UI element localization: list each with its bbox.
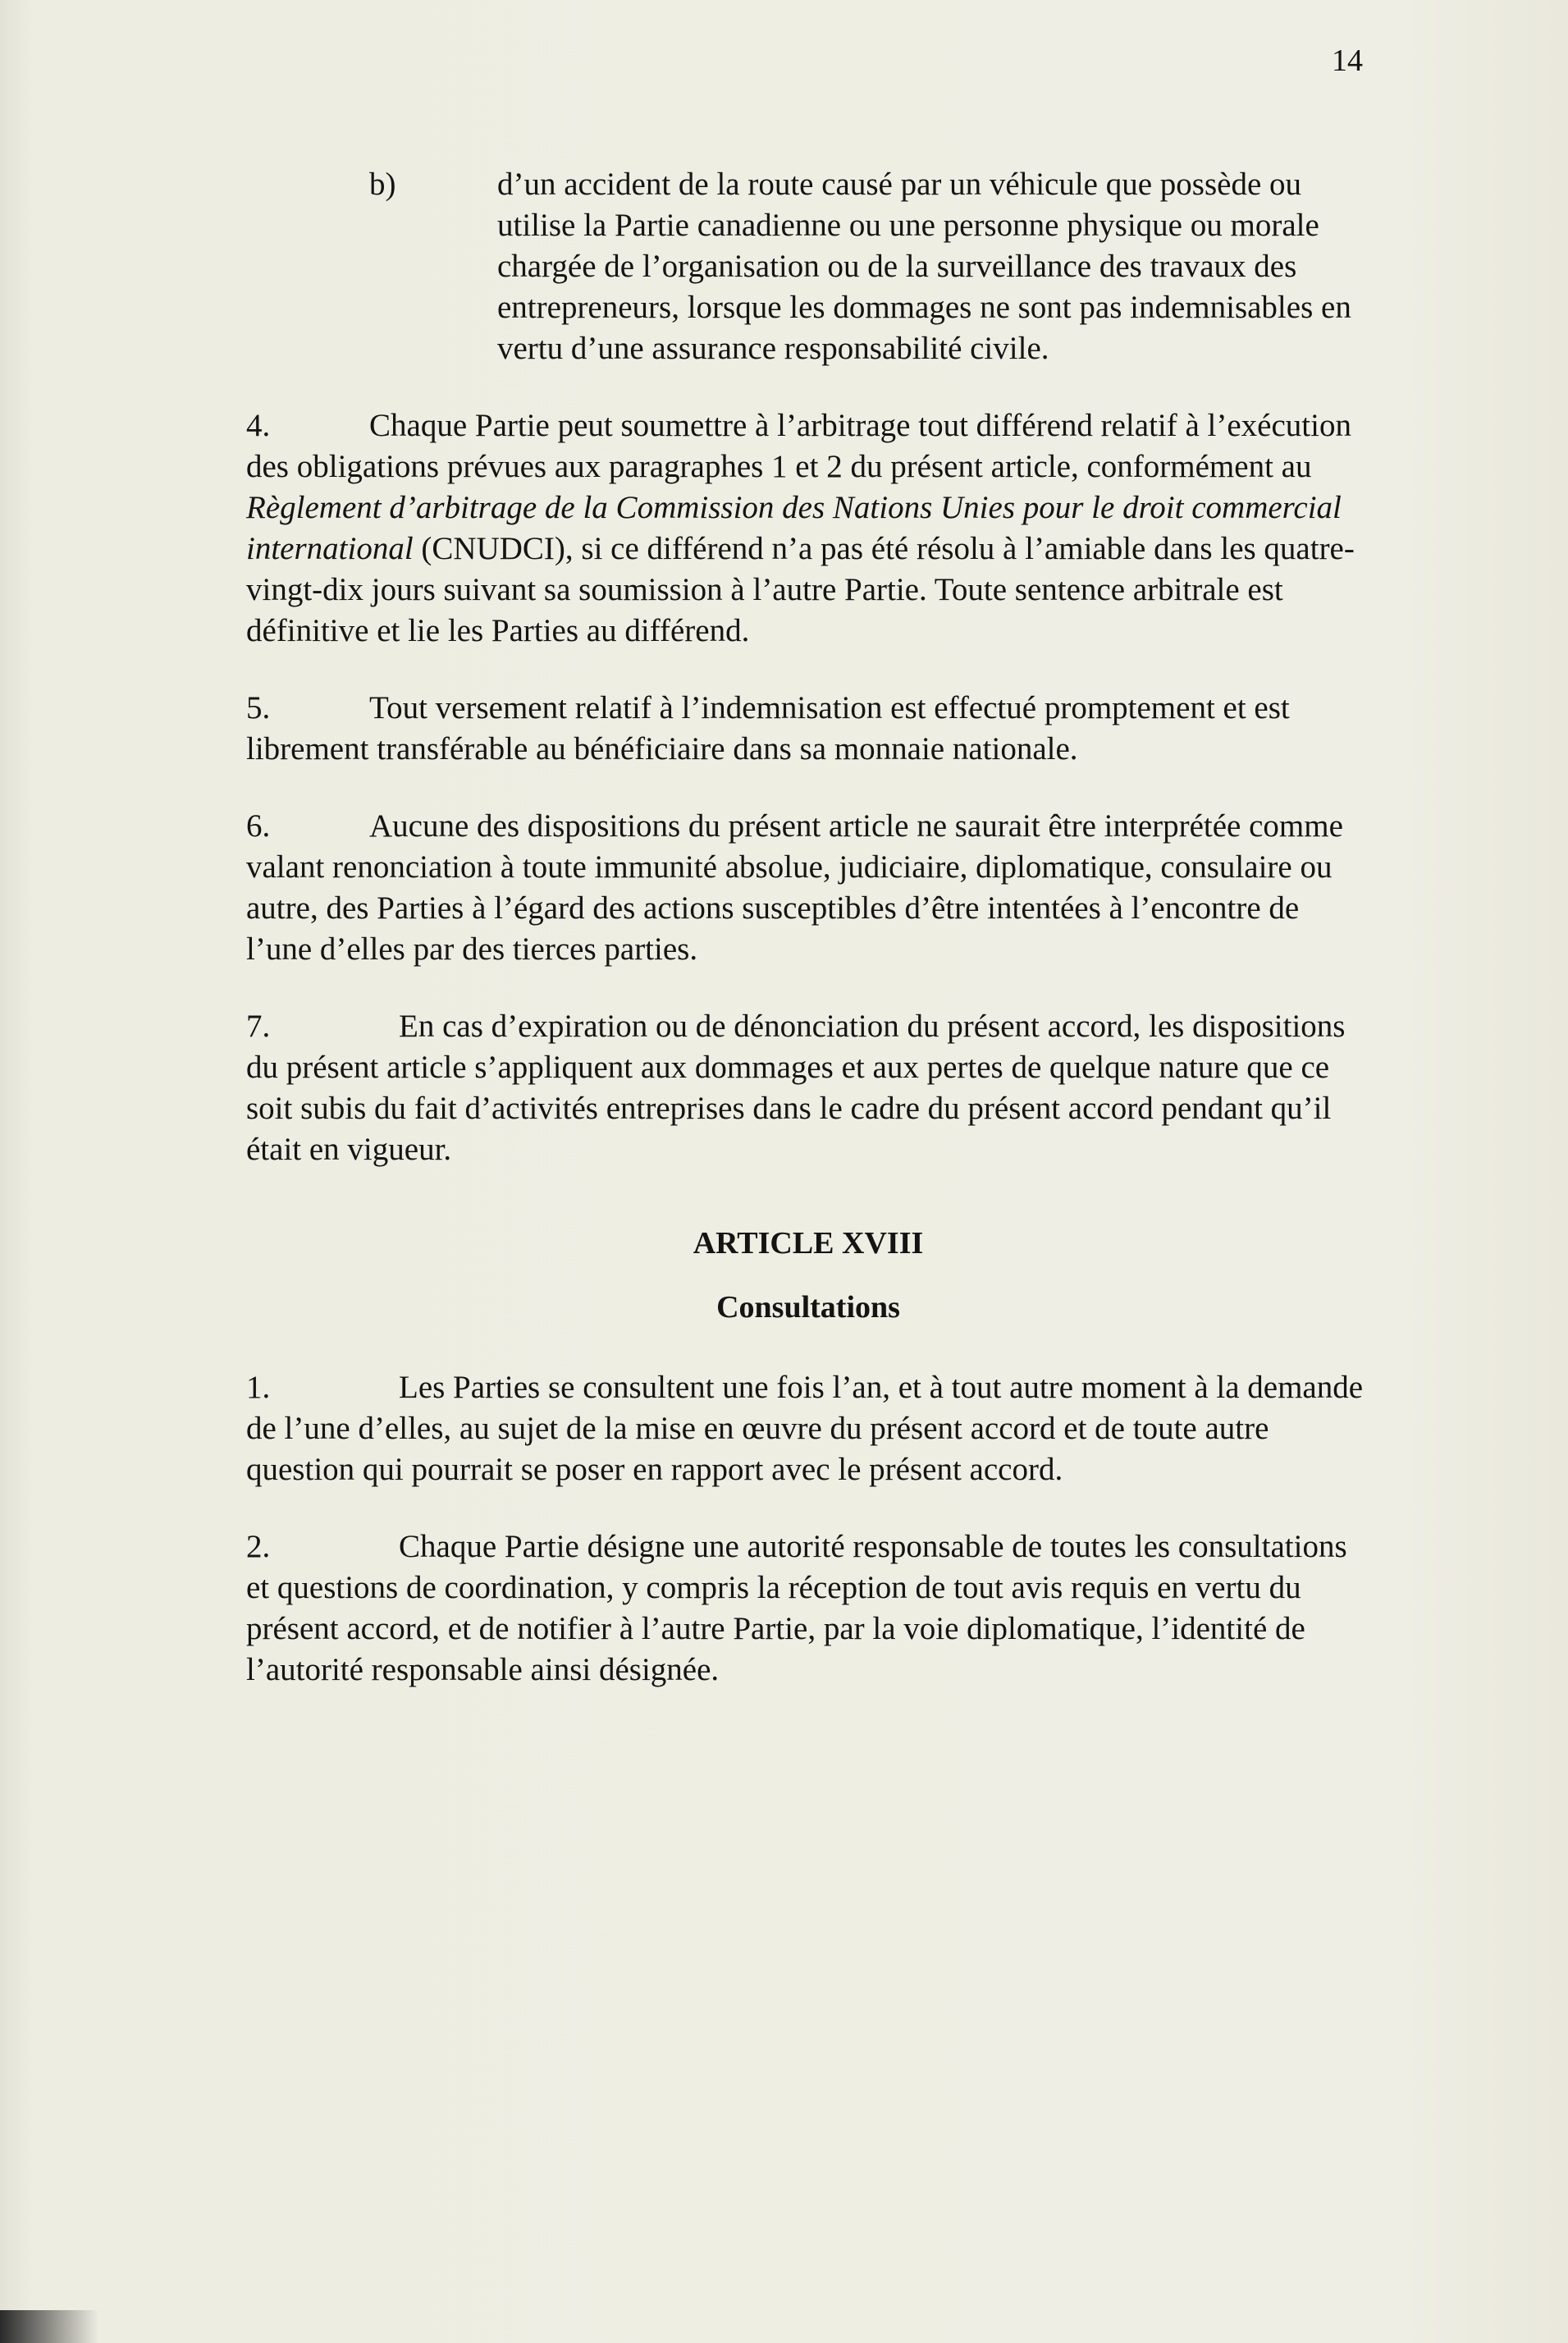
subparagraph-text: d’un accident de la route causé par un véhicule que possède ou utilise la Partie canadienne ou une personne physique ou morale chargée de l’organisation ou de la surveillance des travaux des entrepreneurs, lorsque les dommages ne sont pas indemnisables en vertu d’une assurance responsabilité civile.	[497, 167, 1351, 366]
paragraph-number: 6.	[246, 808, 271, 844]
subparagraph-b	[246, 164, 1370, 369]
paragraph-6	[246, 806, 1370, 970]
paragraph-number: 5.	[246, 690, 271, 725]
paragraph-7	[246, 1006, 1370, 1170]
paragraph-text-end: (CNUDCI), si ce différend n’a pas été résolu à l’amiable dans les quatre-vingt-dix jours suivant sa soumission à l’autre Partie. Toute sentence arbitrale est définitive et lie les Parties au différend.	[246, 531, 1355, 648]
binding-shadow	[0, 2310, 98, 2343]
paragraph-number: 2.	[246, 1529, 271, 1564]
article-paragraph-1	[246, 1367, 1370, 1490]
paragraph-number: 1.	[246, 1370, 271, 1405]
paragraph-text: En cas d’expiration ou de dénonciation du présent accord, les dispositions du présent article s’appliquent aux dommages et aux pertes de quelque nature que ce soit subis du fait d’activités entreprises dans le cadre du présent accord pendant qu’il était en vigueur.	[246, 1009, 1346, 1167]
article-subheading: Consultations	[716, 1290, 900, 1325]
paragraph-5	[246, 688, 1370, 770]
page-number: 14	[1332, 43, 1363, 78]
subparagraph-label: b)	[369, 167, 396, 202]
paragraph-text: Chaque Partie désigne une autorité responsable de toutes les consultations et questions de coordination, y compris la réception de tout avis requis en vertu du présent accord, et de notifier à l’autre Partie, par la voie diplomatique, l’identité de l’autorité responsable ainsi désignée.	[246, 1529, 1347, 1687]
paragraph-text: Les Parties se consultent une fois l’an, et à tout autre moment à la demande de l’une d’elles, au sujet de la mise en œuvre du présent accord et de toute autre question qui pourrait se poser en rapport avec le présent accord.	[246, 1370, 1364, 1487]
paragraph-text-start: Chaque Partie peut soumettre à l’arbitrage tout différend relatif à l’exécution des obligations prévues aux paragraphes 1 et 2 du présent article, conformément au	[246, 408, 1351, 484]
paragraph-italic-title: Règlement d’arbitrage de la Commission des Nations Unies pour le droit commercial international	[246, 490, 1342, 566]
paragraph-number: 7.	[246, 1009, 271, 1044]
paragraph-text: Tout versement relatif à l’indemnisation est effectué promptement et est librement transférable au bénéficiaire dans sa monnaie nationale.	[246, 690, 1290, 767]
paragraph-number: 4.	[246, 408, 271, 443]
article-heading: ARTICLE XVIII	[693, 1226, 924, 1261]
article-paragraph-2	[246, 1526, 1370, 1691]
document-body	[246, 164, 1370, 1727]
paragraph-text: Aucune des dispositions du présent article ne saurait être interprétée comme valant renonciation à toute immunité absolue, judiciaire, diplomatique, consulaire ou autre, des Parties à l’égard des actions susceptibles d’être intentées à l’encontre de l’une d’elles par des tierces parties.	[246, 808, 1343, 967]
paragraph-4	[246, 405, 1370, 652]
